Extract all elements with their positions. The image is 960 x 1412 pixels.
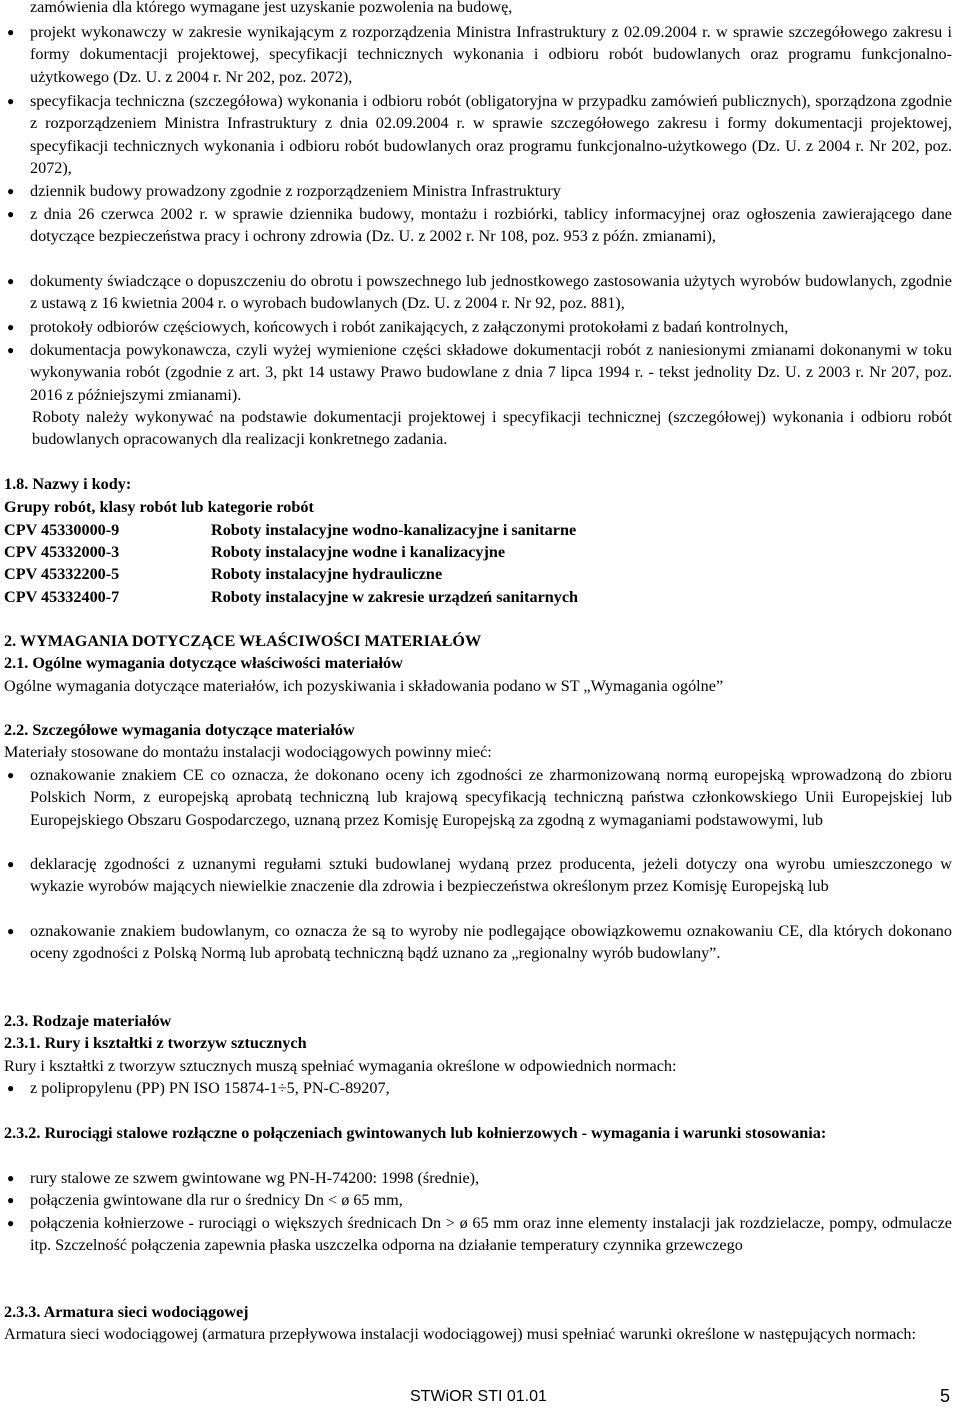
bullet-icon: ● — [7, 184, 15, 198]
bullet-icon: ● — [7, 207, 15, 221]
steel-pipe-item: połączenia kołnierzowe - rurociągi o większych średnicach Dn > ø 65 mm oraz inne elementy instalacji jak rozdzielacze, pompy, odmulacze itp. Szczelność połączenia zapewnia płaska uszczelka odporna na działanie temperatury czynnika grzewczego — [30, 1214, 952, 1255]
roboty-note: Roboty należy wykonywać na podstawie dokumentacji projektowej i specyfikacji technicznej (szczegółowej) wykonania i odbioru robót budowlanych opracowanych dla realizacji konkretnego zadania. — [32, 408, 952, 449]
bullet-icon: ● — [7, 857, 15, 871]
doc-list-item: dokumentacja powykonawcza, czyli wyżej wymienione części składowe dokumentacji robót z naniesionymi zmianami dokonanymi w toku wykonywania robót (zgodnie z art. 3, pkt 14 ustawy Prawo budowlane z dnia 7 lipca 1994 r. - tekst jednolity Dz. U. z 2003 r. Nr 207, poz. 2016 z późniejszymi zmianami). — [30, 341, 952, 404]
section-2-3-1-heading: 2.3.1. Rury i kształtki z tworzyw sztucznych — [4, 1034, 307, 1052]
doc-list-item: dziennik budowy prowadzony zgodnie z rozporządzeniem Ministra Infrastruktury — [30, 182, 561, 200]
section-2-1-heading: 2.1. Ogólne wymagania dotyczące właściwości materiałów — [4, 654, 403, 672]
bullet-icon: ● — [7, 924, 15, 938]
continued-line: zamówienia dla którego wymagane jest uzyskanie pozwolenia na budowę, — [30, 0, 513, 16]
page-number: 5 — [940, 1386, 951, 1406]
section-2-3-heading: 2.3. Rodzaje materiałów — [4, 1012, 172, 1030]
footer-doc-code: STWiOR STI 01.01 — [410, 1388, 547, 1405]
cpv-description: Roboty instalacyjne wodne i kanalizacyjne — [211, 543, 506, 561]
bullet-icon: ● — [7, 1171, 15, 1185]
section-2-heading: 2. WYMAGANIA DOTYCZĄCE WŁAŚCIWOŚCI MATERIAŁÓW — [4, 632, 482, 650]
pipe-norm-item: z polipropylenu (PP) PN ISO 15874-1÷5, PN-C-89207, — [30, 1079, 390, 1097]
cpv-code: CPV 45332000-3 — [4, 543, 120, 561]
doc-list-item: specyfikacja techniczna (szczegółowa) wykonania i odbioru robót (obligatoryjna w przypadku zamówień publicznych), sporządzona zgodnie z rozporządzeniem Ministra Infrastruktury z dnia 02.09.2004 r. w sprawie szczegółowego zakresu i formy dokumentacji projektowej, specyfikacji technicznych wykonania i odbioru robót budowlanych oraz programu funkcjonalno-użytkowego (Dz. U. z 2004 r. Nr 202, poz. 2072), — [30, 92, 952, 177]
cpv-description: Roboty instalacyjne wodno-kanalizacyjne i sanitarne — [211, 521, 577, 539]
doc-list-item: z dnia 26 czerwca 2002 r. w sprawie dziennika budowy, montażu i rozbiórki, tablicy informacyjnej oraz ogłoszenia zawierającego dane dotyczące bezpieczeństwa pracy i ochrony zdrowia (Dz. U. z 2002 r. Nr 108, poz. 953 z późn. zmianami), — [30, 205, 952, 246]
section-2-2-heading: 2.2. Szczegółowe wymagania dotyczące materiałów — [4, 721, 355, 739]
doc-list-item: dokumenty świadczące o dopuszczeniu do obrotu i powszechnego lub jednostkowego zastosowania użytych wyrobów budowlanych, zgodnie z ustawą z 16 kwietnia 2004 r. o wyrobach budowlanych (Dz. U. z 2004 r. Nr 92, poz. 881), — [30, 272, 952, 313]
steel-pipe-item: połączenia gwintowane dla rur o średnicy Dn < ø 65 mm, — [30, 1191, 403, 1209]
section-2-3-3-heading: 2.3.3. Armatura sieci wodociągowej — [4, 1303, 249, 1321]
bullet-icon: ● — [7, 1081, 15, 1095]
section-2-3-2-heading: 2.3.2. Rurociągi stalowe rozłączne o połączeniach gwintowanych lub kołnierzowych - wymagania i warunki stosowania: — [4, 1124, 827, 1142]
requirement-item: deklarację zgodności z uznanymi regułami sztuki budowlanej wydaną przez producenta, jeżeli dotyczy ona wyrobu umieszczonego w wykazie wyrobów mających niewielkie znaczenie dla zdrowia i bezpieczeństwa określonym przez Komisję Europejską lub — [30, 855, 952, 896]
cpv-code: CPV 45330000-9 — [4, 521, 120, 539]
bullet-icon: ● — [7, 343, 15, 357]
bullet-icon: ● — [7, 1216, 15, 1230]
cpv-code: CPV 45332200-5 — [4, 565, 120, 583]
bullet-icon: ● — [7, 320, 15, 334]
doc-list-item: projekt wykonawczy w zakresie wynikającym z rozporządzenia Ministra Infrastruktury z 02.09.2004 r. w sprawie szczegółowego zakresu i formy dokumentacji projektowej, specyfikacji technicznych wykonania i odbioru robót budowlanych oraz programu funkcjonalno-użytkowego (Dz. U. z 2004 r. Nr 202, poz. 2072), — [30, 23, 952, 86]
cpv-description: Roboty instalacyjne w zakresie urządzeń sanitarnych — [211, 588, 579, 606]
bullet-icon: ● — [7, 274, 15, 288]
cpv-description: Roboty instalacyjne hydrauliczne — [211, 565, 443, 583]
requirement-item: oznakowanie znakiem budowlanym, co oznacza że są to wyroby nie podlegające obowiązkowemu oznakowaniu CE, dla których dokonano oceny zgodności z Polską Normą lub aprobatą techniczną bądź uznano za „regionalny wyrób budowlany”. — [30, 922, 952, 963]
steel-pipe-item: rury stalowe ze szwem gwintowane wg PN-H-74200: 1998 (średnie), — [30, 1169, 480, 1187]
bullet-icon: ● — [7, 94, 15, 108]
bullet-icon: ● — [7, 1193, 15, 1207]
bullet-icon: ● — [7, 25, 15, 39]
section-2-1-text: Ogólne wymagania dotyczące materiałów, ich pozyskiwania i składowania podano w ST „Wymagania ogólne” — [4, 677, 724, 695]
doc-list-item: protokoły odbiorów częściowych, końcowych i robót zanikających, z załączonymi protokołami z badań kontrolnych, — [30, 318, 789, 336]
bullet-icon: ● — [7, 768, 15, 782]
section-1-8-heading: 1.8. Nazwy i kody: — [4, 475, 132, 493]
section-2-2-intro: Materiały stosowane do montażu instalacji wodociągowych powinny mieć: — [4, 743, 492, 761]
section-1-8-subheading: Grupy robót, klasy robót lub kategorie robót — [4, 498, 314, 516]
section-2-3-3-text: Armatura sieci wodociągowej (armatura przepływowa instalacji wodociągowej) musi spełniać warunki określone w następujących normach: — [4, 1325, 917, 1343]
requirement-item: oznakowanie znakiem CE co oznacza, że dokonano oceny ich zgodności ze zharmonizowaną normą europejską wprowadzoną do zbioru Polskich Norm, z europejską aprobatą techniczną lub krajową specyfikacją techniczną państwa członkowskiego Unii Europejskiej lub Europejskiego Obszaru Gospodarczego, uznaną przez Komisję Europejską za zgodną z wymaganiami podstawowymi, lub — [30, 766, 952, 829]
cpv-code: CPV 45332400-7 — [4, 588, 120, 606]
section-2-3-1-text: Rury i kształtki z tworzyw sztucznych muszą spełniać wymagania określone w odpowiednich normach: — [4, 1057, 677, 1075]
